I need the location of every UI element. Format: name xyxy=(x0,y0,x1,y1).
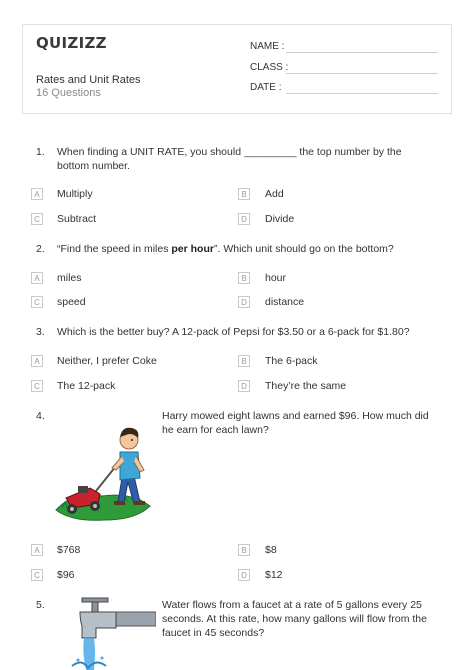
option-a-text: Multiply xyxy=(57,188,93,200)
option-b-text: Add xyxy=(265,188,284,200)
option-a-text: Neither, I prefer Coke xyxy=(57,355,157,367)
question-number: 3. xyxy=(36,326,45,338)
option-b-text: hour xyxy=(265,272,287,284)
option-d-text: They’re the same xyxy=(265,380,347,392)
question-text: “Find the speed in miles per hour”. Which unit should go on the bottom? xyxy=(57,243,394,255)
question-number: 4. xyxy=(36,410,45,422)
option-b-text: $8 xyxy=(265,544,277,556)
worksheet-title: Rates and Unit Rates xyxy=(36,74,141,86)
option-c-box[interactable]: C xyxy=(31,296,43,308)
faucet-illustration xyxy=(52,596,156,670)
option-c-text: Subtract xyxy=(57,213,97,225)
option-c-box[interactable]: C xyxy=(31,380,43,392)
name-field[interactable] xyxy=(286,52,438,53)
option-a-box[interactable]: A xyxy=(31,544,43,556)
option-b-box[interactable]: B xyxy=(238,355,250,367)
date-field[interactable] xyxy=(286,93,438,94)
option-c-box[interactable]: C xyxy=(31,569,43,581)
option-a-box[interactable]: A xyxy=(31,355,43,367)
option-c-text: The 12-pack xyxy=(57,380,116,392)
option-b-box[interactable]: B xyxy=(238,188,250,200)
option-a-text: $768 xyxy=(57,544,81,556)
lawn-mower-man-image xyxy=(52,408,156,530)
option-a-box[interactable]: A xyxy=(31,188,43,200)
option-b-text: The 6-pack xyxy=(265,355,318,367)
question-bold-phrase: per hour xyxy=(171,243,214,255)
option-d-text: distance xyxy=(265,296,305,308)
name-label: NAME : xyxy=(250,41,285,52)
question-number: 1. xyxy=(36,146,45,158)
option-d-box[interactable]: D xyxy=(238,380,250,392)
option-d-box[interactable]: D xyxy=(238,569,250,581)
option-c-text: speed xyxy=(57,296,86,308)
date-label: DATE : xyxy=(250,82,282,93)
faucet-image xyxy=(52,596,156,670)
question-text: Water flows from a faucet at a rate of 5 gallons every 25 seconds. At this rate, how many gallons will flow from the faucet in 45 seconds? xyxy=(162,599,427,639)
option-c-text: $96 xyxy=(57,569,75,581)
class-label: CLASS : xyxy=(250,62,289,73)
question-number: 2. xyxy=(36,243,45,255)
question-number: 5. xyxy=(36,599,45,611)
question-text: Harry mowed eight lawns and earned $96. How much did he earn for each lawn? xyxy=(162,410,429,436)
option-d-text: $12 xyxy=(265,569,283,581)
question-count: 16 Questions xyxy=(36,87,101,99)
option-a-text: miles xyxy=(57,272,82,284)
option-b-box[interactable]: B xyxy=(238,272,250,284)
option-b-box[interactable]: B xyxy=(238,544,250,556)
option-d-box[interactable]: D xyxy=(238,296,250,308)
quizizz-logo: QUIZIZZ xyxy=(36,34,107,52)
class-field[interactable] xyxy=(286,73,438,74)
option-d-box[interactable]: D xyxy=(238,213,250,225)
question-text: Which is the better buy? A 12-pack of Pepsi for $3.50 or a 6-pack for $1.80? xyxy=(57,326,410,338)
question-text: When finding a UNIT RATE, you should _________ the top number by the bottom number. xyxy=(57,146,402,172)
option-a-box[interactable]: A xyxy=(31,272,43,284)
option-d-text: Divide xyxy=(265,213,295,225)
lawn-mower-illustration xyxy=(52,408,156,530)
option-c-box[interactable]: C xyxy=(31,213,43,225)
